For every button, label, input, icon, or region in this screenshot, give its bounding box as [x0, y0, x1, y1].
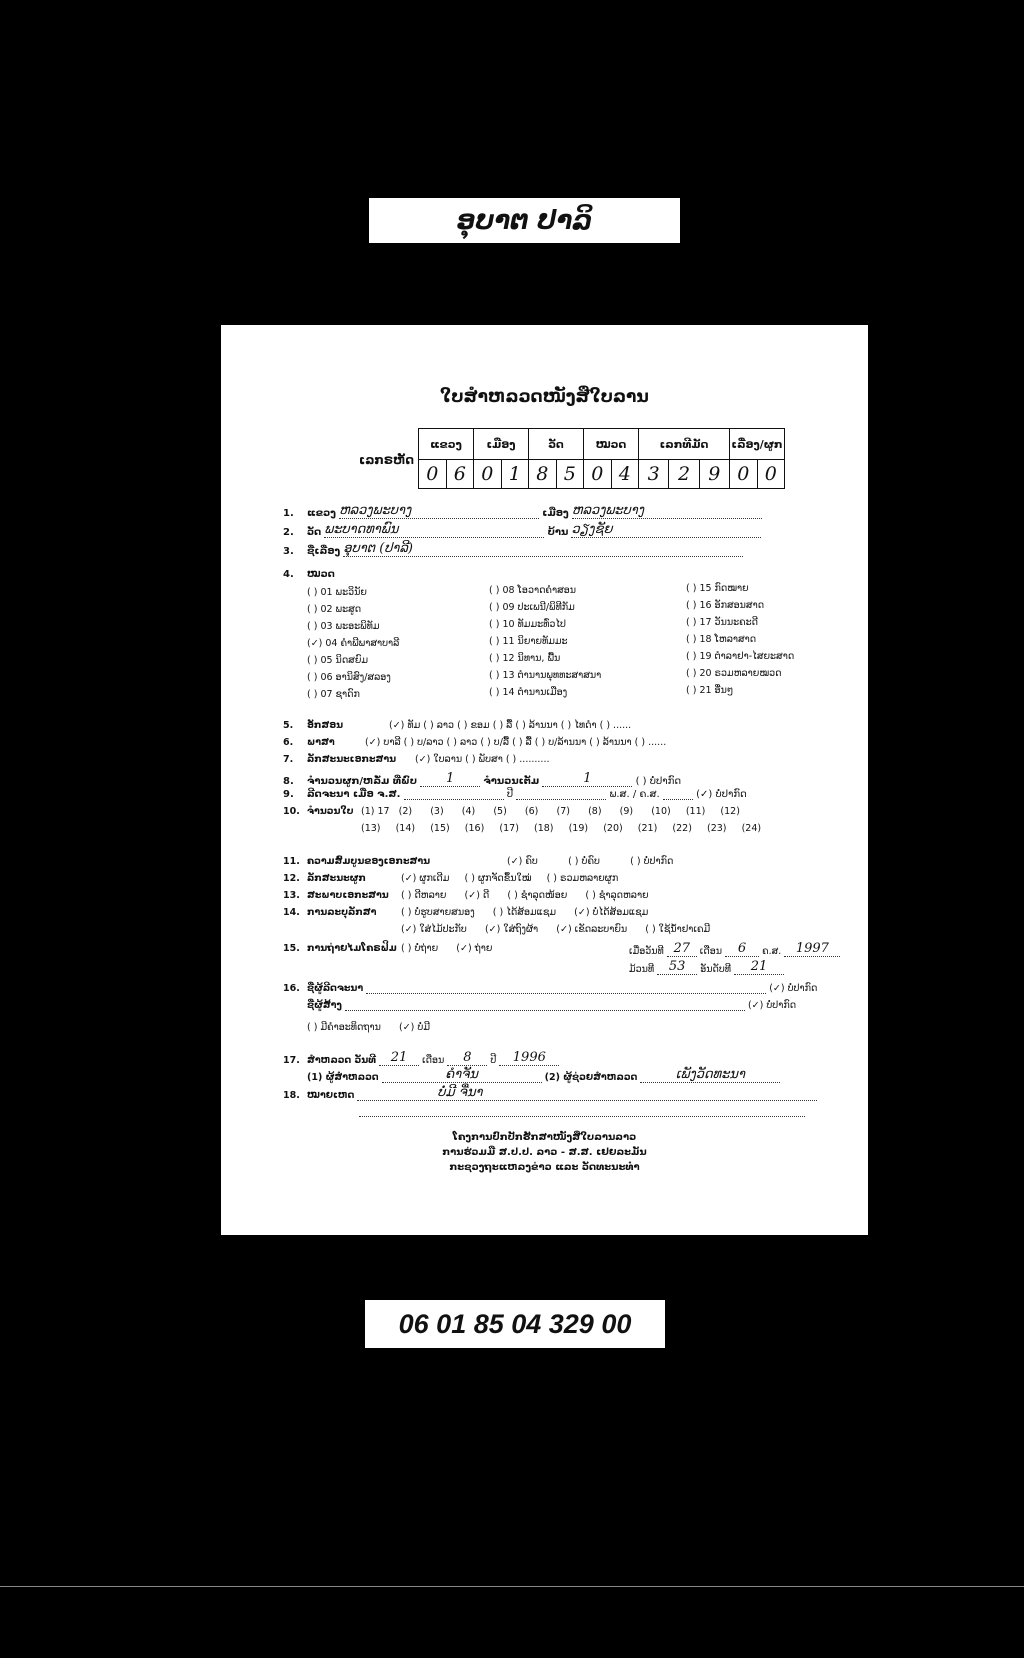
language-options: (✓) ບາລີ ( ) ບ/ລາວ ( ) ລາວ ( ) ບ/ລື້ ( ) ລື້ ( ) ບ/ລ້ານນາ ( ) ລ້ານນາ ( ) ...... — [365, 737, 667, 748]
reel-label: ມ້ວນທີ — [629, 964, 655, 975]
code-header-district: ເມືອງ — [474, 429, 529, 460]
category-option: ( ) 05 ນິດສຍົມ — [307, 655, 369, 666]
field-label: ໝາຍເຫດ — [307, 1090, 355, 1101]
survey-year: 1996 — [499, 1050, 559, 1066]
survey-year-label: ປີ — [490, 1055, 497, 1066]
field-number: 9. — [283, 789, 294, 800]
province-value: ຫລວງພະບາງ — [339, 503, 539, 519]
microfilm-date — [629, 941, 840, 957]
field-completeness — [283, 856, 673, 867]
microfilm-reel — [629, 959, 784, 975]
code-digit: 1 — [501, 460, 529, 489]
field-label: ການຖ່າຍໄມໂຄຣຟິມ — [307, 943, 397, 954]
date-unknown: (✓) ບໍ່ປາກົດ — [696, 789, 747, 800]
field-number: 4. — [283, 569, 294, 580]
field-number: 2. — [283, 527, 294, 538]
material-options: (✓) ໃບລານ ( ) ພັບສາ ( ) .......... — [415, 754, 550, 765]
field-survey-date — [283, 1050, 559, 1066]
field-number: 6. — [283, 737, 294, 748]
field-label: ອັກສອນ — [307, 720, 344, 731]
category-option: ( ) 10 ທັມມະທົ່ວໄປ — [489, 619, 566, 630]
full-count-value: 1 — [542, 771, 632, 787]
code-header-row — [419, 429, 785, 460]
field-number: 8. — [283, 776, 294, 787]
code-label: ເລກຣຫັດ — [359, 453, 414, 467]
field-number: 12. — [283, 873, 300, 884]
field-category — [283, 569, 335, 580]
field-number: 10. — [283, 806, 300, 817]
preservation-options-1: ( ) ບໍ່ຮູບສາຍສນອງ ( ) ໄດ້ສ້ອມແຊມ (✓) ບໍ່ໄດ້ສ້ອມແຊມ — [401, 907, 649, 918]
temple-value: ພະບາດທາພົນ — [324, 522, 544, 538]
field-number: 11. — [283, 856, 300, 867]
field-author — [283, 982, 817, 994]
category-option: ( ) 07 ຊາດົກ — [307, 689, 360, 700]
category-option: ( ) 08 ໂອວາດຄຳສອນ — [489, 585, 577, 596]
survey-day: 21 — [379, 1050, 419, 1066]
field-label: ການລະບຸລັກສາ — [307, 907, 377, 918]
district-value: ຫລວງພະບາງ — [572, 503, 762, 519]
field-surveyors — [307, 1067, 780, 1083]
field-label: ຊື່ຜູ້ສ້າງ — [307, 1000, 342, 1011]
category-option: ( ) 03 ພະອະພິທັມ — [307, 621, 380, 632]
survey-month-label: ເດືອນ — [422, 1055, 445, 1066]
code-digit: 2 — [669, 460, 699, 489]
form-footer — [221, 1130, 868, 1175]
field-label: ລີດຈະນາ ເມື່ອ ຈ.ສ. — [307, 789, 401, 800]
code-digit: 3 — [639, 460, 669, 489]
assistant-label: (2) ຜູ້ຊ່ວຍສຳຫລວດ — [544, 1072, 638, 1083]
sponsor-unknown: (✓) ບໍ່ປາກົດ — [747, 1000, 797, 1011]
year-label: ປີ — [506, 789, 514, 800]
field-label: ສະພາບເອກະສານ — [307, 890, 389, 901]
footer-cooperation: ການຮ່ວມມື ສ.ປ.ປ. ລາວ - ສ.ສ. ເຢຍລະມັນ — [442, 1147, 647, 1158]
field-condition — [283, 890, 649, 901]
field-bundle-type — [283, 873, 618, 884]
microfilm-month-label: ເດືອນ — [699, 946, 722, 957]
category-option: ( ) 09 ປະເພນີ/ພິທີກັມ — [489, 602, 575, 613]
author-unknown: (✓) ບໍ່ປາກົດ — [769, 983, 818, 994]
microfilm-options: ( ) ບໍ່ຖ່າຍ (✓) ຖ່າຍ — [401, 943, 493, 954]
code-digit: 9 — [699, 460, 729, 489]
category-option: ( ) 16 ອັກສອນສາດ — [686, 600, 765, 611]
field-label: ໝວດ — [307, 569, 335, 580]
field-material — [283, 754, 549, 765]
village-label: ບ້ານ — [547, 527, 569, 538]
field-label: ວັດ — [307, 527, 322, 538]
field-label: ແຂວງ — [307, 508, 336, 519]
field-number: 3. — [283, 546, 294, 557]
field-number: 7. — [283, 754, 294, 765]
code-header-fascicle: ເລື່ອງ/ຜູກ — [730, 429, 785, 460]
code-digit: 5 — [556, 460, 584, 489]
field-number: 15. — [283, 943, 300, 954]
microfilm-year-label: ຄ.ສ. — [762, 946, 782, 957]
field-title — [283, 541, 743, 557]
microfilm-day: 27 — [667, 941, 697, 957]
reel-value: 53 — [657, 959, 697, 975]
full-count-label: ຈຳນວນເຕັມ — [483, 776, 540, 787]
field-leaf-count — [283, 806, 740, 817]
category-option: ( ) 17 ວັນນະຄະດີ — [686, 617, 758, 628]
manuscript-code: 06 01 85 04 329 00 — [365, 1300, 665, 1348]
category-option: ( ) 14 ຕຳນານເມືອງ — [489, 687, 568, 698]
code-table — [418, 428, 785, 489]
field-label: ລັກສະນະຜູກ — [307, 873, 366, 884]
field-remarks — [283, 1085, 817, 1101]
district-label: ເມືອງ — [542, 508, 569, 519]
microfilm-year: 1997 — [784, 941, 840, 957]
script-options: (✓) ທັມ ( ) ລາວ ( ) ຂອມ ( ) ລື້ ( ) ລ້ານນາ ( ) ໄທດຳ ( ) ...... — [389, 720, 632, 731]
assistant-value: ເພັງວັດທະນາ — [640, 1067, 780, 1083]
preservation-options-2: (✓) ໃສ່ໄມ້ປະກັບ (✓) ໃສ່ຖົງຜ້າ (✓) ເຂັດລະບາຍົນ ( ) ໃຊ້ນ້ຳຢາເຄມີ — [401, 924, 711, 935]
footer-project: ໂຄງການປົກປັກຮັກສາໜັງສືໃບລານລາວ — [452, 1132, 637, 1143]
field-language — [283, 737, 666, 748]
field-temple — [283, 522, 761, 538]
category-option: ( ) 13 ຕຳນານພຸທທະສາສນາ — [489, 670, 602, 681]
code-header-province: ແຂວງ — [419, 429, 474, 460]
field-script — [283, 720, 631, 731]
microfilm-date-label: ເມື່ອວັນທີ — [629, 946, 664, 957]
code-digit: 6 — [446, 460, 474, 489]
prayer-options: ( ) ມີຄຳອະທິດຖານ (✓) ບໍ່ມີ — [307, 1022, 430, 1033]
completeness-options: (✓) ຄົບ ( ) ບໍ່ຄົບ ( ) ບໍ່ປາກົດ — [507, 856, 674, 867]
era-label: ພ.ສ. / ຄ.ສ. — [609, 789, 660, 800]
field-label: ພາສາ — [307, 737, 335, 748]
code-digit: 0 — [584, 460, 612, 489]
field-label: ຊື່ເລື່ອງ — [307, 546, 341, 557]
bottom-rule — [0, 1586, 1024, 1587]
code-digit: 0 — [419, 460, 447, 489]
category-option: (✓) 04 ຄຳພີພາສາບາລີ — [307, 638, 400, 649]
survey-form-sheet — [221, 325, 868, 1235]
field-label: ສຳຫລວດ ວັນທີ — [307, 1055, 377, 1066]
field-preservation — [283, 907, 648, 918]
microfilm-month: 6 — [725, 941, 759, 957]
field-label: ຈຳນວນຜູກ/ຫລັ່ມ ທີ່ພົບ — [307, 776, 417, 787]
category-option: ( ) 06 ອານິສົງ/ສລອງ — [307, 672, 391, 683]
field-label: ຊື່ຜູ້ລີດຈະນາ — [307, 983, 364, 994]
remarks-value: ບໍ່ມີ ຈື່ນາ — [357, 1085, 817, 1101]
fascicle-unknown: ( ) ບໍ່ປາກົດ — [635, 776, 682, 787]
field-number: 17. — [283, 1055, 300, 1066]
field-label: ລັກສະນະເອກະສານ — [307, 754, 397, 765]
code-digit-row — [419, 460, 785, 489]
field-number: 5. — [283, 720, 294, 731]
field-label: ຄວາມສົມບູນຂອງເອກະສານ — [307, 856, 431, 867]
field-label: ຈຳນວນໃບ — [307, 806, 354, 817]
leaf-count-row-2: (13) (14) (15) (16) (17) (18) (19) (20) (21) (22) (23) (24) — [361, 823, 762, 834]
category-option: ( ) 19 ຕຳລາຢາ-ໄສຍະສາດ — [686, 651, 795, 662]
condition-options: ( ) ດີຫລາຍ (✓) ດີ ( ) ຊຳລຸດໜ້ອຍ ( ) ຊຳລຸດຫລາຍ — [401, 890, 649, 901]
code-digit: 8 — [529, 460, 557, 489]
field-province — [283, 503, 762, 519]
category-option: ( ) 20 ຣວມຫລາຍໝວດ — [686, 668, 782, 679]
surveyor-label: (1) ຜູ້ສຳຫລວດ — [307, 1072, 379, 1083]
category-option: ( ) 01 ພະວິນັຍ — [307, 587, 367, 598]
order-label: ອັນດັບທີ — [700, 964, 732, 975]
code-header-temple: ວັດ — [529, 429, 584, 460]
fascicle-count-value: 1 — [420, 771, 480, 787]
category-option: ( ) 18 ໂຫລາສາດ — [686, 634, 757, 645]
category-option: ( ) 12 ນິທານ, ພື້ນ — [489, 653, 561, 664]
title-value: ອຸບາຕ (ປາລີ) — [343, 541, 743, 557]
document-title-label: ອຸບາຕ ປາລິ — [369, 198, 680, 243]
code-header-category: ໝວດ — [584, 429, 639, 460]
field-date-written — [283, 788, 747, 800]
footer-ministry: ກະຊວງຖະແຫລງຂ່າວ ແລະ ວັດທະນະທຳ — [449, 1162, 640, 1173]
category-option: ( ) 15 ກົດໝາຍ — [686, 583, 749, 594]
field-sponsor — [307, 999, 796, 1011]
field-fascicle-count — [283, 771, 681, 787]
remarks-line — [359, 1105, 805, 1117]
category-option: ( ) 21 ອື່ນໆ — [686, 685, 734, 696]
category-option: ( ) 11 ນິຍາຍທັມມະ — [489, 636, 568, 647]
surveyor-value: ຄຳຈັນ — [382, 1067, 542, 1083]
order-value: 21 — [734, 959, 784, 975]
field-number: 16. — [283, 983, 300, 994]
code-header-bundle: ເລກທີມັດ — [639, 429, 730, 460]
village-value: ວຽງຊັຍ — [571, 522, 761, 538]
field-number: 14. — [283, 907, 300, 918]
field-number: 13. — [283, 890, 300, 901]
code-digit: 0 — [757, 460, 785, 489]
code-digit: 0 — [730, 460, 758, 489]
form-title: ໃບສຳຫລວດໜັງສືໃບລານ — [440, 387, 649, 407]
field-microfilm — [283, 943, 492, 954]
bundle-type-options: (✓) ຜູກເດີມ ( ) ຜູກຈັດຂຶ້ນໃໝ່ ( ) ຣວມຫລາຍຜູກ — [401, 873, 619, 884]
leaf-count-row-1: (1) 17 (2) (3) (4) (5) (6) (7) (8) (9) (10) (11) (12) — [361, 806, 740, 817]
category-option: ( ) 02 ພະສູດ — [307, 604, 362, 615]
code-digit: 4 — [611, 460, 639, 489]
code-digit: 0 — [474, 460, 502, 489]
field-number: 1. — [283, 508, 294, 519]
survey-month: 8 — [447, 1050, 487, 1066]
field-number: 18. — [283, 1090, 300, 1101]
